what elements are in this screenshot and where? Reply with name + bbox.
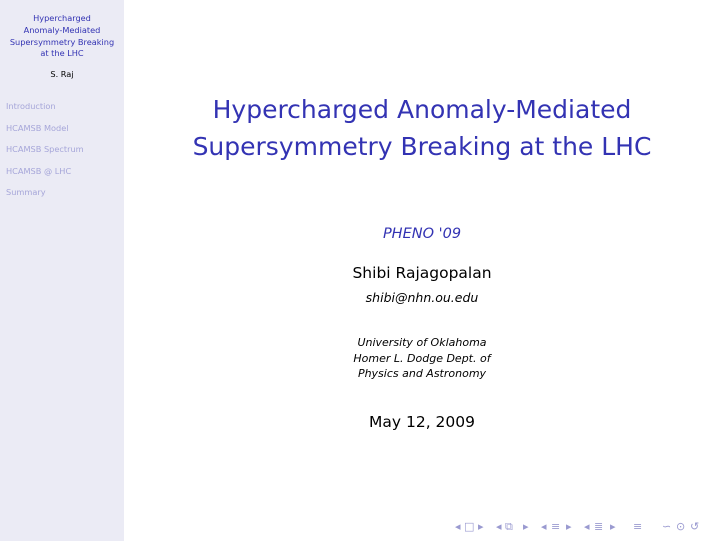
section-back-icon[interactable]: ◂ [584, 520, 590, 533]
institute-line: University of Oklahoma [357, 336, 487, 349]
prev-section-icon[interactable]: ◂ [541, 520, 547, 533]
sidebar-nav [6, 100, 84, 208]
subsection-icon[interactable]: ⧉ [505, 520, 513, 533]
sidebar-item-summary[interactable]: Summary [6, 187, 46, 197]
slide-title [124, 91, 720, 165]
author-name: Shibi Rajagopalan [352, 264, 492, 282]
author-email: shibi@nhn.ou.edu [365, 290, 479, 305]
sidebar-title-line: Anomaly-Mediated [23, 24, 101, 35]
sidebar [0, 0, 124, 541]
institute-line: Homer L. Dodge Dept. of [353, 351, 491, 365]
next-section-icon[interactable]: ▸ [566, 520, 572, 533]
event-name: PHENO '09 [382, 226, 462, 242]
sidebar-item-hcamsb-lhc[interactable]: HCAMSB @ LHC [6, 165, 72, 176]
sidebar-title-line: Supersymmetry Breaking [9, 36, 115, 47]
next-frame-icon[interactable]: ▸ [478, 520, 484, 533]
zoom-icon[interactable]: ⊙ [676, 520, 686, 533]
beamer-navigation-bar [0, 519, 720, 535]
sidebar-item-introduction[interactable]: Introduction [6, 101, 56, 111]
sidebar-item-hcamsb-model[interactable]: HCAMSB Model [6, 122, 69, 133]
sidebar-author: S. Raj [50, 69, 74, 79]
section-icon[interactable]: ≡ [551, 520, 561, 533]
prev-subsection-icon[interactable]: ◂ [496, 520, 502, 533]
slide-title-line: Hypercharged Anomaly-Mediated [212, 95, 632, 124]
institute-line: Physics and Astronomy [357, 367, 487, 380]
sidebar-title-line: Hypercharged [33, 13, 91, 23]
sidebar-item-hcamsb-spectrum[interactable]: HCAMSB Spectrum [6, 144, 84, 154]
next-subsection-icon[interactable]: ▸ [523, 520, 529, 533]
presentation-date: May 12, 2009 [369, 413, 475, 431]
sidebar-title-line: at the LHC [40, 48, 84, 59]
slide-title-line: Supersymmetry Breaking at the LHC [192, 132, 652, 161]
section-forward-icon[interactable]: ▸ [610, 520, 616, 533]
doc-icon[interactable]: ≣ [594, 520, 604, 533]
sidebar-title[interactable] [0, 13, 124, 60]
align-icon[interactable]: ≡ [633, 520, 643, 533]
frame-icon[interactable]: □ [464, 520, 475, 533]
search-icon[interactable]: ∽ [662, 520, 672, 533]
first-frame-icon[interactable]: ◂ [455, 520, 461, 533]
return-icon[interactable]: ↺ [690, 520, 700, 533]
slide-content [124, 0, 720, 541]
institute [124, 335, 720, 382]
